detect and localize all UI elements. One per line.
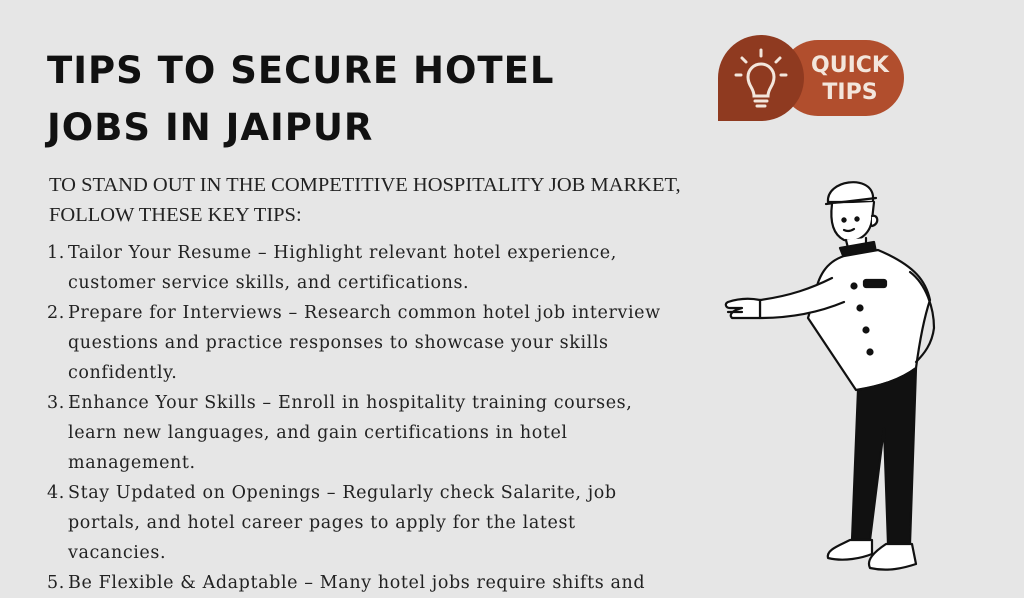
tip-text-line: Enhance Your Skills – Enroll in hospitality training courses, <box>68 393 633 413</box>
tip-number: 2. <box>47 303 65 323</box>
intro-text <box>49 170 769 230</box>
intro-line-2: FOLLOW THESE KEY TIPS: <box>49 204 302 226</box>
badge-line-2: TIPS <box>822 80 878 105</box>
tip-text-line: vacancies. <box>68 543 167 563</box>
head <box>831 202 874 241</box>
intro-line-1: TO STAND OUT IN THE COMPETITIVE HOSPITALITY JOB MARKET, <box>49 174 681 196</box>
badge-line-1: QUICK <box>811 53 889 78</box>
tip-text-line: portals, and hotel career pages to apply for the latest <box>68 513 576 533</box>
quick-tips-badge <box>710 28 910 128</box>
title-line-2: JOBS IN JAIPUR <box>47 106 374 149</box>
tip-text-line: Be Flexible & Adaptable – Many hotel jobs require shifts and <box>68 573 646 593</box>
tip-text-line: confidently. <box>68 363 178 383</box>
left-shoe <box>828 540 872 560</box>
tip-item <box>47 478 727 568</box>
tip-text-line: customer service skills, and certifications. <box>68 273 470 293</box>
jacket <box>808 250 930 390</box>
tip-item <box>47 298 727 388</box>
tip-number: 3. <box>47 393 65 413</box>
tip-text-line: Prepare for Interviews – Research common hotel job interview <box>68 303 661 323</box>
tips-list <box>47 238 727 598</box>
tip-text-line: Stay Updated on Openings – Regularly check Salarite, job <box>68 483 617 503</box>
tip-item <box>47 568 727 598</box>
page-title <box>47 42 667 156</box>
tip-number: 1. <box>47 243 65 263</box>
tip-text-line: Tailor Your Resume – Highlight relevant hotel experience, <box>68 243 617 263</box>
tip-number: 4. <box>47 483 65 503</box>
tip-text-line: learn new languages, and gain certifications in hotel <box>68 423 568 443</box>
tip-text-line: management. <box>68 453 196 473</box>
title-line-1: TIPS TO SECURE HOTEL <box>47 49 555 92</box>
tip-item <box>47 238 727 298</box>
tip-text-line: questions and practice responses to showcase your skills <box>68 333 609 353</box>
hand <box>726 299 760 318</box>
pants <box>852 368 916 544</box>
bellboy-illustration <box>720 168 950 576</box>
tip-number: 5. <box>47 573 65 593</box>
tip-item <box>47 388 727 478</box>
right-shoe <box>869 544 916 570</box>
